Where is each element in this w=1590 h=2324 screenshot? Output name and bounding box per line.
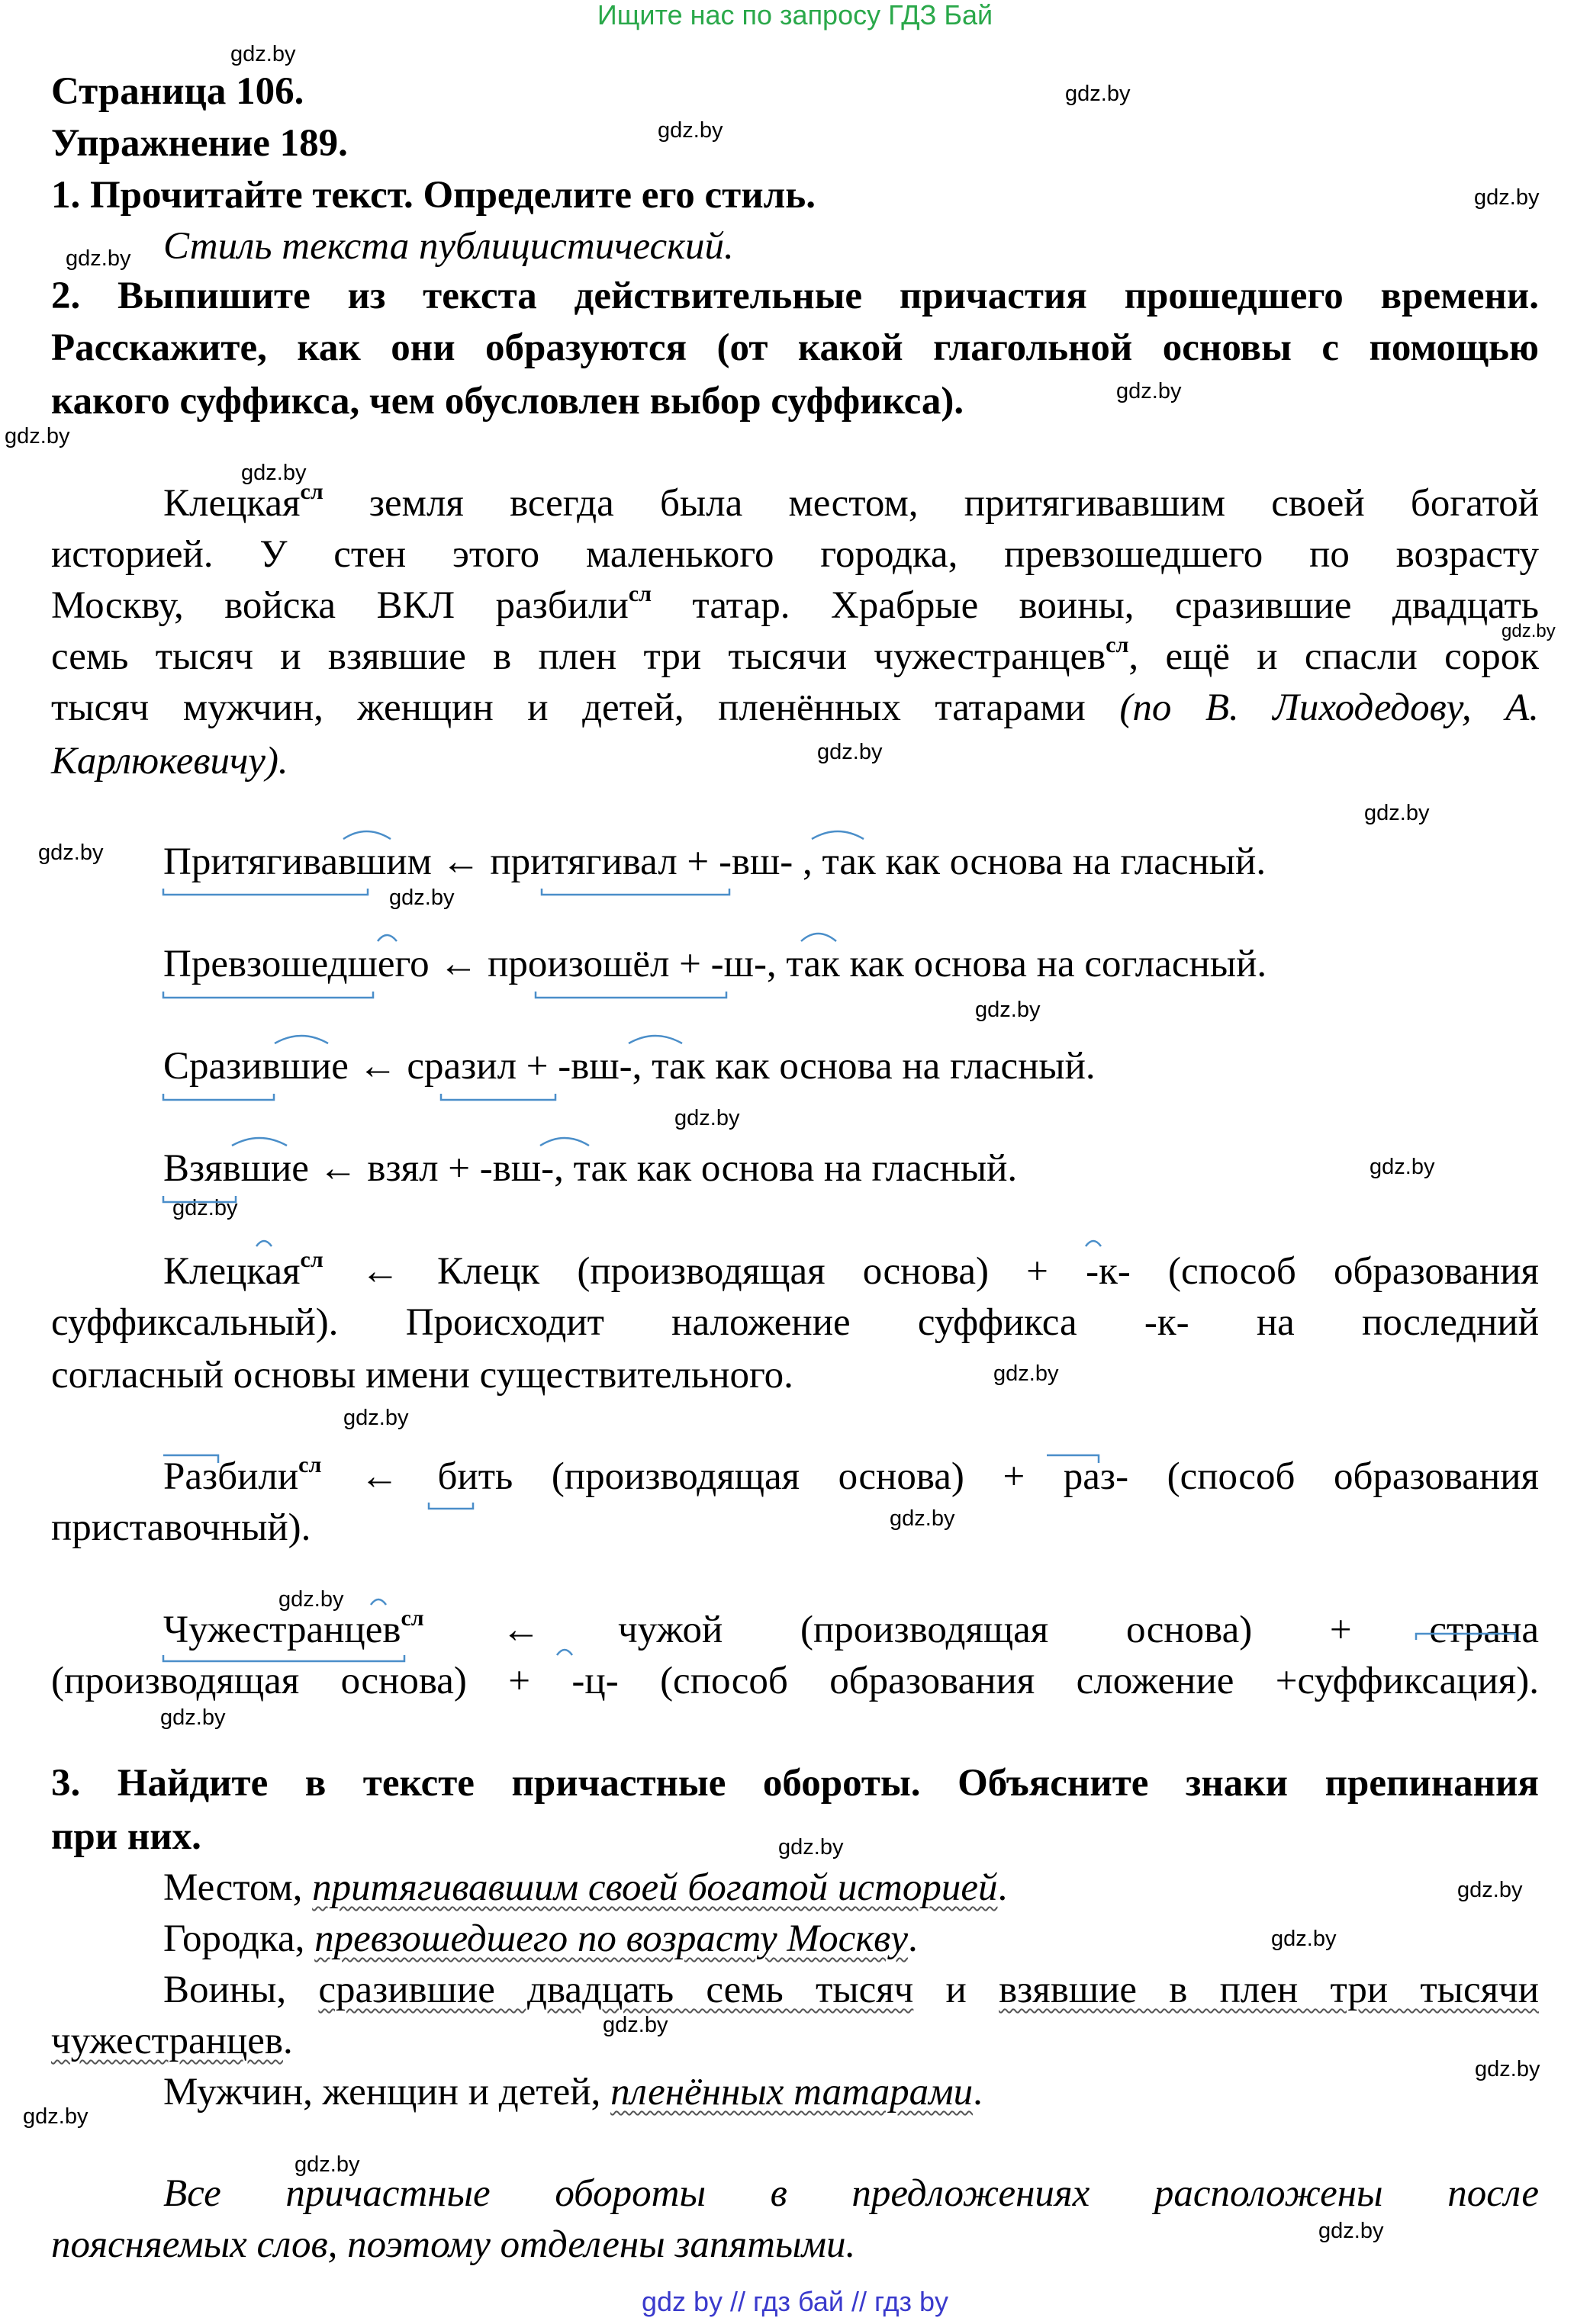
watermark: gdz.by: [1370, 1155, 1435, 1179]
participial-phrase: взявшие в плен три тысячи: [999, 1969, 1539, 2011]
passage-line: [163, 478, 1539, 529]
watermark: gdz.by: [241, 461, 307, 485]
watermark: gdz.by: [1116, 379, 1182, 403]
watermark: gdz.by: [230, 42, 296, 66]
task3-question-2: при них.: [51, 1815, 201, 1858]
derivation-klets-3: согласный основы имени существительного.: [51, 1354, 793, 1397]
conclusion: Все причастные обороты в предложениях расположены после: [163, 2172, 1539, 2215]
source-mark: сл: [300, 1247, 323, 1272]
page-number: Страница 106.: [51, 70, 304, 113]
passage-source: (по В. Лиходедову, А.: [1119, 686, 1540, 729]
example-text: Мужчин, женщин и детей,: [163, 2071, 611, 2113]
watermark: gdz.by: [778, 1835, 844, 1860]
example-text: Воины,: [163, 1969, 319, 2011]
example-2: [163, 1914, 918, 1965]
passage-text: земля всегда была местом, притягивавшим своей богатой: [323, 482, 1539, 525]
source-mark: сл: [1106, 632, 1129, 657]
watermark: gdz.by: [1501, 621, 1556, 641]
analysis-line-2: Превзошедшего ← произошёл + -ш-, так как основа на согласный.: [163, 943, 1267, 985]
source-mark: сл: [300, 479, 323, 504]
participial-phrase: сразившие двадцать семь тысяч: [318, 1969, 914, 2011]
passage-line: [51, 580, 1539, 632]
watermark: gdz.by: [1475, 2057, 1540, 2081]
watermark: gdz.by: [1065, 82, 1131, 106]
watermark: gdz.by: [993, 1361, 1059, 1386]
passage-text: тысяч мужчин, женщин и детей, пленённых татарами: [51, 686, 1120, 729]
task1-answer: Стиль текста публицистический.: [163, 225, 734, 268]
watermark: gdz.by: [603, 2013, 668, 2037]
watermark: gdz.by: [295, 2152, 360, 2177]
source-mark: сл: [401, 1606, 424, 1631]
watermark: gdz.by: [674, 1106, 740, 1130]
watermark: gdz.by: [1271, 1927, 1337, 1951]
passage-word: Клецкая: [163, 482, 301, 525]
watermark: gdz.by: [817, 740, 883, 764]
example-text: .: [997, 1866, 1008, 1909]
watermark: gdz.by: [658, 118, 723, 143]
task2-line-3: какого суффикса, чем обусловлен выбор суффикса).: [51, 380, 964, 423]
watermark: gdz.by: [975, 998, 1041, 1022]
conclusion-2: поясняемых слов, поэтому отделены запятыми.: [51, 2223, 856, 2266]
derivation-chuzh: [163, 1605, 1539, 1656]
watermark: gdz.by: [343, 1406, 409, 1430]
exercise-number: Упражнение 189.: [51, 122, 348, 165]
derivation-word: Чужестранцев: [163, 1609, 401, 1651]
watermark: gdz.by: [38, 841, 104, 865]
source-mark: сл: [298, 1452, 322, 1477]
example-3: [163, 1965, 1539, 2016]
participial-phrase: чужестранцев: [51, 2020, 283, 2062]
derivation-chuzh-2: (производящая основа) + -ц- (способ образования сложение +суффиксация).: [51, 1660, 1539, 1702]
passage-text: Москву, войска ВКЛ разбили: [51, 584, 629, 627]
passage-line: историей. У стен этого маленького городка, превзошедшего по возрасту: [51, 533, 1539, 576]
watermark: gdz.by: [1474, 185, 1540, 210]
watermark: gdz.by: [160, 1705, 226, 1730]
watermark: gdz.by: [1318, 2219, 1384, 2243]
passage-source: Карлюкевичу).: [51, 740, 288, 783]
derivation-klets: [163, 1246, 1539, 1297]
example-text: .: [973, 2071, 983, 2113]
task2-line-2: Расскажите, как они образуются (от какой глагольной основы с помощью: [51, 326, 1539, 369]
example-4: [163, 2067, 983, 2118]
derivation-text: ← чужой (производящая основа) + страна: [423, 1609, 1539, 1651]
participial-phrase: притягивавшим своей богатой историей: [312, 1866, 998, 1909]
passage-text: татар. Храбрые воины, сразившие двадцать: [651, 584, 1540, 627]
example-text: .: [907, 1917, 918, 1960]
source-mark: сл: [628, 581, 652, 606]
participial-phrase: пленённых татарами: [610, 2071, 974, 2113]
watermark: gdz.by: [23, 2104, 89, 2129]
derivation-text: ← бить (производящая основа) + раз- (способ образования: [321, 1455, 1539, 1498]
task1-question: 1. Прочитайте текст. Определите его стиль.: [51, 174, 816, 217]
derivation-word: Клецкая: [163, 1250, 301, 1293]
derivation-razb: [163, 1451, 1539, 1503]
derivation-text: ← Клецк (производящая основа) + -к- (способ образования: [323, 1250, 1539, 1293]
site-footer[interactable]: gdz by // гдз бай // гдз by: [641, 2286, 949, 2317]
example-text: и: [913, 1969, 999, 2011]
example-3-cont: [51, 2016, 293, 2067]
example-1: [163, 1863, 1007, 1914]
derivation-klets-2: суффиксальный). Происходит наложение суффикса -к- на последний: [51, 1301, 1539, 1344]
analysis-line-3: Сразившие ← сразил + -вш-, так как основа на гласный.: [163, 1045, 1096, 1088]
analysis-line-4: Взявшие ← взял + -вш-, так как основа на гласный.: [163, 1147, 1018, 1190]
watermark: gdz.by: [278, 1587, 344, 1612]
watermark: gdz.by: [1364, 801, 1430, 825]
passage-line: [51, 632, 1539, 683]
example-text: Местом,: [163, 1866, 313, 1909]
task2-line-1: 2. Выпишите из текста действительные причастия прошедшего времени.: [51, 275, 1539, 317]
derivation-razb-2: приставочный).: [51, 1506, 311, 1549]
example-text: Городка,: [163, 1917, 315, 1960]
site-banner[interactable]: Ищите нас по запросу ГДЗ Бай: [597, 0, 993, 31]
watermark: gdz.by: [172, 1196, 238, 1220]
watermark: gdz.by: [66, 246, 131, 271]
example-text: .: [282, 2020, 293, 2062]
passage-text: , ещё и спасли сорок: [1128, 635, 1539, 678]
analysis-line-1: Притягивавшим ← притягивал + -вш- , так как основа на гласный.: [163, 841, 1267, 883]
passage-line: [51, 683, 1539, 734]
watermark: gdz.by: [5, 424, 70, 448]
participial-phrase: превзошедшего по возрасту Москву: [314, 1917, 908, 1960]
task3-question: 3. Найдите в тексте причастные обороты. Объясните знаки препинания: [51, 1762, 1539, 1805]
watermark: gdz.by: [389, 886, 455, 910]
watermark: gdz.by: [890, 1506, 955, 1531]
watermark: gdz.by: [1457, 1878, 1523, 1902]
derivation-word: Разбили: [163, 1455, 299, 1498]
passage-text: семь тысяч и взявшие в плен три тысячи чужестранцев: [51, 635, 1106, 678]
